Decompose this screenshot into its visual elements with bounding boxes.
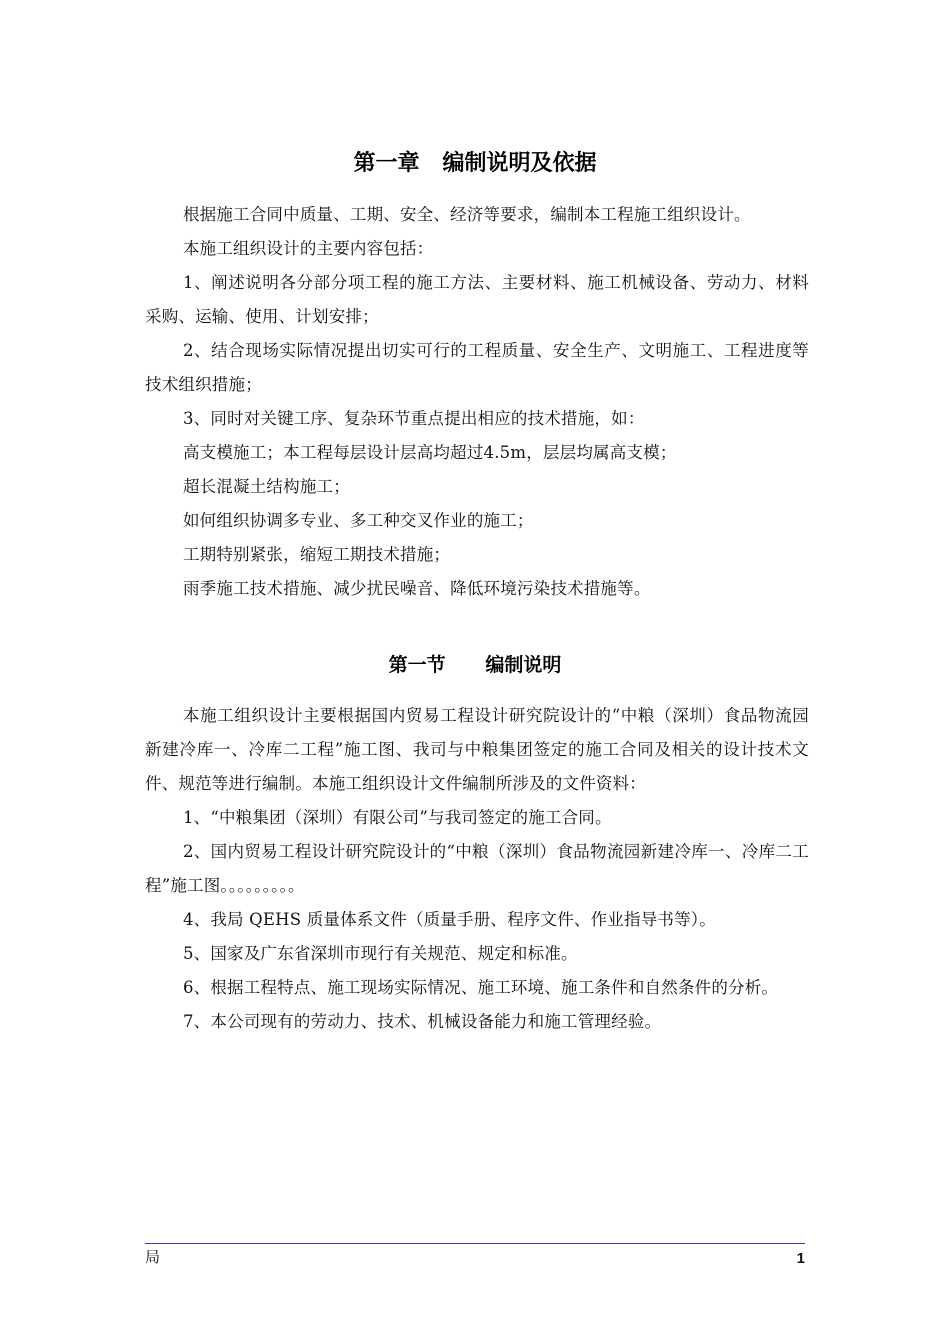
list-item: 6、根据工程特点、施工现场实际情况、施工环境、施工条件和自然条件的分析。 (182, 978, 779, 997)
footer-text: 局 (145, 1248, 161, 1266)
chapter-title: 第一章 编制说明及依据 (353, 151, 597, 176)
measure-item: 超长混凝土结构施工； (182, 477, 350, 496)
list-item: 1、阐述说明各分部分项工程的施工方法、主要材料、施工机械设备、劳动力、材料采购、运输、使用、计划安排； (145, 273, 809, 326)
section-title: 第一节 编制说明 (388, 654, 562, 676)
list-item: 5、国家及广东省深圳市现行有关规范、规定和标准。 (182, 944, 578, 963)
paragraph: 本施工组织设计主要根据国内贸易工程设计研究院设计的“中粮（深圳）食品物流园新建冷库一、冷库二工程”施工图、我司与中粮集团签定的施工合同及相关的设计技术文件、规范等进行编制。本施工组织设计文件编制所涉及的文件资料： (145, 706, 809, 793)
list-item: 7、本公司现有的劳动力、技术、机械设备能力和施工管理经验。 (182, 1012, 662, 1031)
paragraph: 根据施工合同中质量、工期、安全、经济等要求，编制本工程施工组织设计。 (182, 205, 751, 224)
list-item: 2、国内贸易工程设计研究院设计的“中粮（深圳）食品物流园新建冷库一、冷库二工程”施工图。。。。。。。。。 (145, 842, 809, 895)
list-item: 2、结合现场实际情况提出切实可行的工程质量、安全生产、文明施工、工程进度等技术组织措施； (145, 341, 809, 394)
measure-item: 工期特别紧张，缩短工期技术措施； (182, 545, 451, 564)
measure-item: 雨季施工技术措施、减少扰民噪音、降低环境污染技术措施等。 (182, 579, 651, 598)
chapter-body (145, 198, 809, 606)
footer-divider (145, 1243, 805, 1244)
list-item: 4、我局 QEHS 质量体系文件（质量手册、程序文件、作业指导书等）。 (182, 910, 716, 929)
list-item: 1、“中粮集团（深圳）有限公司”与我司签定的施工合同。 (182, 808, 612, 827)
paragraph: 本施工组织设计的主要内容包括： (182, 239, 434, 258)
measure-item: 高支模施工；本工程每层设计层高均超过4.5m，层层均属高支模； (182, 443, 677, 462)
measure-item: 如何组织协调多专业、多工种交叉作业的施工； (182, 511, 534, 530)
section-body (145, 699, 809, 1039)
page-number: 1 (796, 1250, 805, 1267)
list-item: 3、同时对关键工序、复杂环节重点提出相应的技术措施，如： (182, 409, 645, 428)
